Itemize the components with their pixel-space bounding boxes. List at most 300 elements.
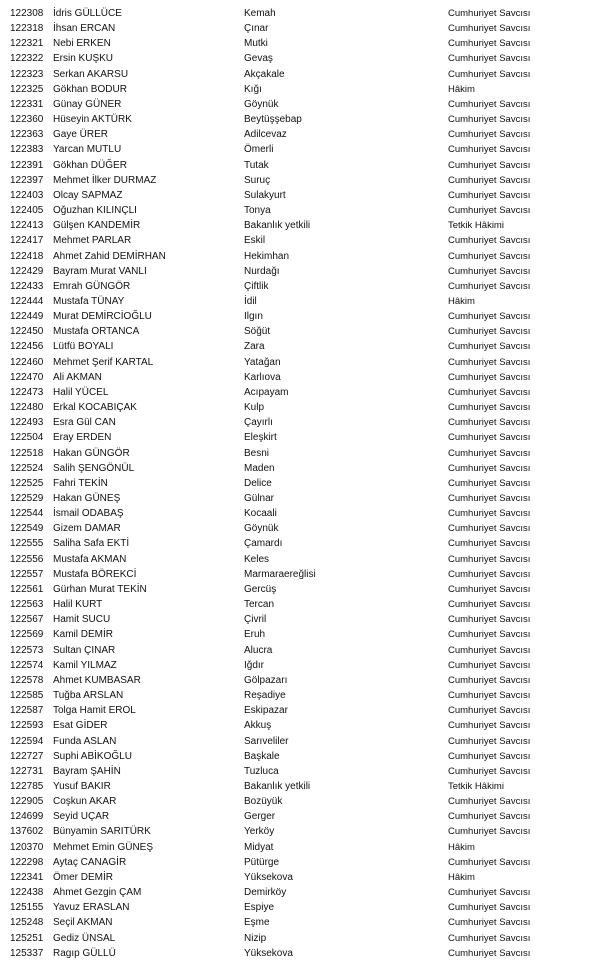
person-name: Ahmet Gezgin ÇAM <box>53 887 142 899</box>
person-name: Ersin KUŞKU <box>53 53 114 65</box>
person-name: Seyid UÇAR <box>53 811 110 823</box>
registry-number: 122438 <box>10 887 44 899</box>
list-item <box>0 461 600 476</box>
position-title: Cumhuriyet Savcısı <box>448 856 531 868</box>
position-title: Cumhuriyet Savcısı <box>448 644 531 656</box>
position-title: Cumhuriyet Savcısı <box>448 690 531 702</box>
list-item <box>0 415 600 430</box>
registry-number: 122429 <box>10 265 44 277</box>
position-title: Cumhuriyet Savcısı <box>448 174 531 186</box>
person-name: Tuğba ARSLAN <box>53 690 124 702</box>
appointment-place: Göynük <box>244 523 279 535</box>
position-title: Cumhuriyet Savcısı <box>448 311 531 323</box>
position-title: Cumhuriyet Savcısı <box>448 674 531 686</box>
registry-number: 122383 <box>10 144 44 156</box>
appointment-place: Pütürge <box>244 856 280 868</box>
list-item <box>0 21 600 36</box>
person-name: Kamil YILMAZ <box>53 659 117 671</box>
position-title: Cumhuriyet Savcısı <box>448 887 531 899</box>
appointment-place: Zara <box>244 341 265 353</box>
person-name: Bayram Murat VANLI <box>53 265 147 277</box>
list-item <box>0 51 600 66</box>
list-item <box>0 915 600 930</box>
registry-number: 122417 <box>10 235 44 247</box>
appointment-place: Başkale <box>244 750 280 762</box>
position-title: Cumhuriyet Savcısı <box>448 8 531 19</box>
person-name: Eray ERDEN <box>53 432 112 444</box>
list-item <box>0 536 600 551</box>
appointment-place: Gölpazarı <box>244 674 288 686</box>
list-item <box>0 612 600 627</box>
list-item <box>0 127 600 142</box>
person-name: Fahri TEKİN <box>53 477 108 489</box>
position-title: Cumhuriyet Savcısı <box>448 917 531 929</box>
registry-number: 122323 <box>10 68 44 80</box>
person-name: Gaye ÜRER <box>53 129 109 141</box>
list-item <box>0 112 600 127</box>
appointment-place: Eruh <box>244 629 266 641</box>
list-item <box>0 6 600 21</box>
person-name: İsmail ODABAŞ <box>53 508 124 520</box>
position-title: Cumhuriyet Savcısı <box>448 68 531 80</box>
registry-number: 122403 <box>10 189 44 201</box>
registry-number: 122905 <box>10 796 44 808</box>
appointment-place: Nizip <box>244 932 267 944</box>
position-title: Cumhuriyet Savcısı <box>448 265 531 277</box>
list-item <box>0 158 600 173</box>
position-title: Hâkim <box>448 871 475 883</box>
registry-number: 125248 <box>10 917 44 929</box>
person-name: Aytaç CANAGİR <box>53 856 127 868</box>
appointment-place: Adilcevaz <box>244 129 287 141</box>
position-title: Cumhuriyet Savcısı <box>448 326 531 338</box>
person-name: Hamit SUCU <box>53 614 111 626</box>
list-item <box>0 764 600 779</box>
person-name: Ahmet KUMBASAR <box>53 674 141 686</box>
position-title: Tetkik Hâkimi <box>448 780 504 792</box>
list-item <box>0 824 600 839</box>
list-item <box>0 355 600 370</box>
position-title: Cumhuriyet Savcısı <box>448 523 531 535</box>
list-item <box>0 309 600 324</box>
registry-number: 122405 <box>10 205 44 217</box>
appointment-place: Bozüyük <box>244 796 283 808</box>
registry-number: 122413 <box>10 220 44 232</box>
person-name: Gülşen KANDEMİR <box>53 220 141 232</box>
position-title: Tetkik Hâkimi <box>448 220 504 232</box>
list-item <box>0 582 600 597</box>
person-name: Mustafa TÜNAY <box>53 295 125 307</box>
list-item <box>0 718 600 733</box>
registry-number: 122524 <box>10 462 44 474</box>
appointment-place: Yerköy <box>244 826 275 838</box>
list-item <box>0 885 600 900</box>
person-name: Ömer DEMİR <box>53 871 113 883</box>
appointment-place: Suruç <box>244 174 271 186</box>
position-title: Cumhuriyet Savcısı <box>448 599 531 611</box>
person-name: Yavuz ERASLAN <box>53 902 130 914</box>
appointment-place: Akçakale <box>244 68 285 80</box>
appointment-place: Kocaali <box>244 508 277 520</box>
registry-number: 122727 <box>10 750 44 762</box>
list-item <box>0 370 600 385</box>
person-name: Yarcan MUTLU <box>53 144 122 156</box>
person-name: Kamil DEMİR <box>53 629 114 641</box>
list-item <box>0 446 600 461</box>
position-title: Cumhuriyet Savcısı <box>448 477 531 489</box>
list-item <box>0 218 600 233</box>
list-item <box>0 506 600 521</box>
appointment-place: Gülnar <box>244 493 275 504</box>
list-item <box>0 521 600 536</box>
registry-number: 122433 <box>10 280 44 292</box>
list-item <box>0 294 600 309</box>
appointment-place: Ömerli <box>244 144 274 156</box>
appointment-place: Eskil <box>244 235 266 247</box>
appointment-place: Eskipazar <box>244 705 288 717</box>
list-item <box>0 673 600 688</box>
list-item <box>0 855 600 870</box>
registry-number: 122555 <box>10 538 44 550</box>
registry-number: 122578 <box>10 674 44 686</box>
person-name: Saliha Safa EKTİ <box>53 538 130 550</box>
appointment-place: Kemah <box>244 8 276 19</box>
appointment-place: Bakanlık yetkili <box>244 780 311 792</box>
person-name: Mehmet PARLAR <box>53 235 132 247</box>
position-title: Cumhuriyet Savcısı <box>448 826 531 838</box>
appointment-place: Gercüş <box>244 583 277 595</box>
position-title: Cumhuriyet Savcısı <box>448 750 531 762</box>
appointment-place: Söğüt <box>244 326 271 338</box>
registry-number: 125155 <box>10 902 44 914</box>
registry-number: 122556 <box>10 553 44 565</box>
list-item <box>0 809 600 824</box>
list-item <box>0 249 600 264</box>
position-title: Cumhuriyet Savcısı <box>448 947 531 959</box>
registry-number: 122567 <box>10 614 44 626</box>
position-title: Cumhuriyet Savcısı <box>448 614 531 626</box>
list-item <box>0 870 600 885</box>
position-title: Cumhuriyet Savcısı <box>448 53 531 65</box>
person-name: Gizem DAMAR <box>53 523 121 535</box>
appointment-place: Mutki <box>244 38 268 50</box>
person-name: Bünyamin SARITÜRK <box>53 826 151 838</box>
person-name: Lütfü BOYALI <box>53 341 114 353</box>
registry-number: 122450 <box>10 326 44 338</box>
list-item <box>0 794 600 809</box>
person-name: Günay GÜNER <box>53 98 122 110</box>
appointment-place: Sulakyurt <box>244 189 286 201</box>
appointment-place: Göynük <box>244 98 279 110</box>
registry-number: 122573 <box>10 644 44 656</box>
appointment-place: Bakanlık yetkili <box>244 220 311 232</box>
appointment-place: Nurdağı <box>244 265 280 277</box>
person-name: Nebi ERKEN <box>53 38 111 50</box>
list-item <box>0 67 600 82</box>
appointment-place: Çayırlı <box>244 417 273 429</box>
registry-number: 122544 <box>10 508 44 520</box>
position-title: Cumhuriyet Savcısı <box>448 98 531 110</box>
registry-number: 122574 <box>10 659 44 671</box>
list-item <box>0 233 600 248</box>
position-title: Cumhuriyet Savcısı <box>448 447 531 459</box>
list-item <box>0 552 600 567</box>
person-name: Oğuzhan KILINÇLI <box>53 205 137 217</box>
registry-number: 122322 <box>10 53 44 65</box>
position-title: Cumhuriyet Savcısı <box>448 493 531 504</box>
position-title: Cumhuriyet Savcısı <box>448 735 531 747</box>
registry-number: 122460 <box>10 356 44 368</box>
appointment-place: Tonya <box>244 205 271 217</box>
appointment-place: Yüksekova <box>244 947 293 959</box>
position-title: Cumhuriyet Savcısı <box>448 371 531 383</box>
registry-number: 122493 <box>10 417 44 429</box>
appointment-place: Tercan <box>244 599 275 611</box>
person-name: Murat DEMİRCİOĞLU <box>53 311 152 323</box>
registry-number: 122480 <box>10 402 44 414</box>
person-name: Ahmet Zahid DEMİRHAN <box>53 250 166 262</box>
position-title: Cumhuriyet Savcısı <box>448 902 531 914</box>
registry-number: 124699 <box>10 811 44 823</box>
appointment-place: Ilgın <box>244 311 263 323</box>
person-name: Esra Gül CAN <box>53 417 116 429</box>
position-title: Cumhuriyet Savcısı <box>448 386 531 398</box>
person-name: Mehmet İlker DURMAZ <box>53 174 157 186</box>
list-item <box>0 931 600 946</box>
appointment-place: Yüksekova <box>244 871 293 883</box>
person-name: Seçil AKMAN <box>53 917 113 929</box>
registry-number: 122321 <box>10 38 44 50</box>
registry-number: 122397 <box>10 174 44 186</box>
position-title: Cumhuriyet Savcısı <box>448 659 531 671</box>
registry-number: 125251 <box>10 932 44 944</box>
person-name: Gürhan Murat TEKİN <box>53 583 147 595</box>
person-name: Halil KURT <box>53 599 103 611</box>
list-item <box>0 476 600 491</box>
position-title: Cumhuriyet Savcısı <box>448 629 531 641</box>
list-item <box>0 703 600 718</box>
appointment-place: Çiftlik <box>244 280 269 292</box>
position-title: Cumhuriyet Savcısı <box>448 189 531 201</box>
registry-number: 122391 <box>10 159 44 171</box>
appointment-place: Eşme <box>244 917 270 929</box>
person-name: Hakan GÜNEŞ <box>53 493 121 504</box>
registry-number: 122473 <box>10 386 44 398</box>
registry-number: 120370 <box>10 841 44 853</box>
appointment-place: Maden <box>244 462 275 474</box>
appointment-place: Demirköy <box>244 887 287 899</box>
list-item <box>0 734 600 749</box>
person-name: Gediz ÜNSAL <box>53 932 116 944</box>
registry-number: 122529 <box>10 493 44 504</box>
appointment-place: İdil <box>244 295 257 307</box>
person-name: Bayram ŞAHİN <box>53 765 121 777</box>
registry-number: 122569 <box>10 629 44 641</box>
appointment-place: Çınar <box>244 23 269 35</box>
list-item <box>0 627 600 642</box>
position-title: Cumhuriyet Savcısı <box>448 508 531 520</box>
list-item <box>0 779 600 794</box>
appointment-place: Gevaş <box>244 53 273 65</box>
registry-number: 122785 <box>10 780 44 792</box>
list-item <box>0 946 600 961</box>
registry-number: 122360 <box>10 114 44 126</box>
list-item <box>0 36 600 51</box>
list-item <box>0 142 600 157</box>
list-item <box>0 279 600 294</box>
list-item <box>0 430 600 445</box>
registry-number: 122561 <box>10 583 44 595</box>
person-name: İhsan ERCAN <box>53 23 116 35</box>
appointment-place: Iğdır <box>244 659 265 671</box>
registry-number: 137602 <box>10 826 44 838</box>
position-title: Hâkim <box>448 83 475 95</box>
appointment-place: Gerger <box>244 811 276 823</box>
position-title: Cumhuriyet Savcısı <box>448 205 531 217</box>
appointment-place: Delice <box>244 477 272 489</box>
appointment-place: Keles <box>244 553 270 565</box>
person-name: Serkan AKARSU <box>53 68 129 80</box>
list-item <box>0 688 600 703</box>
registry-number: 122525 <box>10 477 44 489</box>
registry-number: 122444 <box>10 295 44 307</box>
person-name: Salih ŞENGÖNÜL <box>53 462 135 474</box>
position-title: Cumhuriyet Savcısı <box>448 417 531 429</box>
list-item <box>0 643 600 658</box>
position-title: Cumhuriyet Savcısı <box>448 432 531 444</box>
registry-number: 122318 <box>10 23 44 35</box>
position-title: Cumhuriyet Savcısı <box>448 796 531 808</box>
registry-number: 122557 <box>10 568 44 580</box>
position-title: Cumhuriyet Savcısı <box>448 553 531 565</box>
registry-number: 122731 <box>10 765 44 777</box>
position-title: Cumhuriyet Savcısı <box>448 144 531 156</box>
position-title: Cumhuriyet Savcısı <box>448 705 531 717</box>
registry-number: 122549 <box>10 523 44 535</box>
position-title: Cumhuriyet Savcısı <box>448 720 531 732</box>
position-title: Cumhuriyet Savcısı <box>448 235 531 247</box>
person-name: Sultan ÇINAR <box>53 644 116 656</box>
registry-number: 122563 <box>10 599 44 611</box>
position-title: Cumhuriyet Savcısı <box>448 765 531 777</box>
appointment-place: Reşadiye <box>244 690 286 702</box>
person-name: Suphi ABİKOĞLU <box>53 750 132 762</box>
position-title: Hâkim <box>448 841 475 853</box>
person-name: Tolga Hamit EROL <box>53 705 136 717</box>
registry-number: 122363 <box>10 129 44 141</box>
appointment-place: Beytüşşebap <box>244 114 302 126</box>
person-name: Ali AKMAN <box>53 371 102 383</box>
registry-number: 122341 <box>10 871 44 883</box>
position-title: Cumhuriyet Savcısı <box>448 129 531 141</box>
position-title: Hâkim <box>448 295 475 307</box>
position-title: Cumhuriyet Savcısı <box>448 811 531 823</box>
position-title: Cumhuriyet Savcısı <box>448 402 531 414</box>
list-item <box>0 840 600 855</box>
list-item <box>0 324 600 339</box>
person-name: Hüseyin AKTÜRK <box>53 114 132 126</box>
person-name: Mehmet Şerif KARTAL <box>53 356 154 368</box>
person-name: Olcay SAPMAZ <box>53 189 123 201</box>
list-item <box>0 188 600 203</box>
list-item <box>0 339 600 354</box>
person-name: Emrah GÜNGÖR <box>53 280 131 292</box>
person-name: İdris GÜLLÜCE <box>53 8 122 19</box>
list-item <box>0 385 600 400</box>
appointment-place: Hekimhan <box>244 250 290 262</box>
appointment-place: Alucra <box>244 644 273 656</box>
list-item <box>0 597 600 612</box>
position-title: Cumhuriyet Savcısı <box>448 583 531 595</box>
registry-number: 122518 <box>10 447 44 459</box>
position-title: Cumhuriyet Savcısı <box>448 356 531 368</box>
registry-number: 122449 <box>10 311 44 323</box>
position-title: Cumhuriyet Savcısı <box>448 159 531 171</box>
position-title: Cumhuriyet Savcısı <box>448 280 531 292</box>
list-item <box>0 97 600 112</box>
appointment-place: Karlıova <box>244 371 281 383</box>
list-item <box>0 400 600 415</box>
person-name: Yusuf BAKIR <box>53 780 111 792</box>
person-name: Gökhan BODUR <box>53 83 127 95</box>
registry-number: 122298 <box>10 856 44 868</box>
appointment-place: Marmaraereğlisi <box>244 568 316 580</box>
list-item <box>0 82 600 97</box>
registry-number: 122325 <box>10 83 44 95</box>
list-item <box>0 491 600 506</box>
registry-number: 122593 <box>10 720 44 732</box>
person-name: Halil YÜCEL <box>53 386 109 398</box>
person-name: Mustafa AKMAN <box>53 553 127 565</box>
person-name: Erkal KOCABIÇAK <box>53 402 137 414</box>
position-title: Cumhuriyet Savcısı <box>448 114 531 126</box>
appointment-place: Besni <box>244 447 270 459</box>
person-name: Hakan GÜNGÖR <box>53 447 130 459</box>
registry-number: 122594 <box>10 735 44 747</box>
position-title: Cumhuriyet Savcısı <box>448 23 531 35</box>
registry-number: 122585 <box>10 690 44 702</box>
appointment-place: Acıpayam <box>244 386 289 398</box>
list-item <box>0 658 600 673</box>
list-item <box>0 567 600 582</box>
position-title: Cumhuriyet Savcısı <box>448 462 531 474</box>
appointment-place: Çamardı <box>244 538 283 550</box>
person-name: Ragıp GÜLLÜ <box>53 947 116 959</box>
registry-number: 122587 <box>10 705 44 717</box>
person-name: Esat GİDER <box>53 720 108 732</box>
person-name: Funda ASLAN <box>53 735 117 747</box>
registry-number: 125337 <box>10 947 44 959</box>
position-title: Cumhuriyet Savcısı <box>448 341 531 353</box>
registry-number: 122331 <box>10 98 44 110</box>
registry-number: 122308 <box>10 8 44 19</box>
appointment-list <box>0 6 600 961</box>
appointment-place: Midyat <box>244 841 274 853</box>
registry-number: 122418 <box>10 250 44 262</box>
position-title: Cumhuriyet Savcısı <box>448 38 531 50</box>
appointment-place: Yatağan <box>244 356 281 368</box>
list-item <box>0 749 600 764</box>
appointment-place: Akkuş <box>244 720 272 732</box>
position-title: Cumhuriyet Savcısı <box>448 538 531 550</box>
person-name: Mehmet Emin GÜNEŞ <box>53 841 154 853</box>
person-name: Mustafa ORTANCA <box>53 326 140 338</box>
position-title: Cumhuriyet Savcısı <box>448 568 531 580</box>
registry-number: 122504 <box>10 432 44 444</box>
appointment-place: Kulp <box>244 402 265 414</box>
registry-number: 122470 <box>10 371 44 383</box>
list-item <box>0 264 600 279</box>
